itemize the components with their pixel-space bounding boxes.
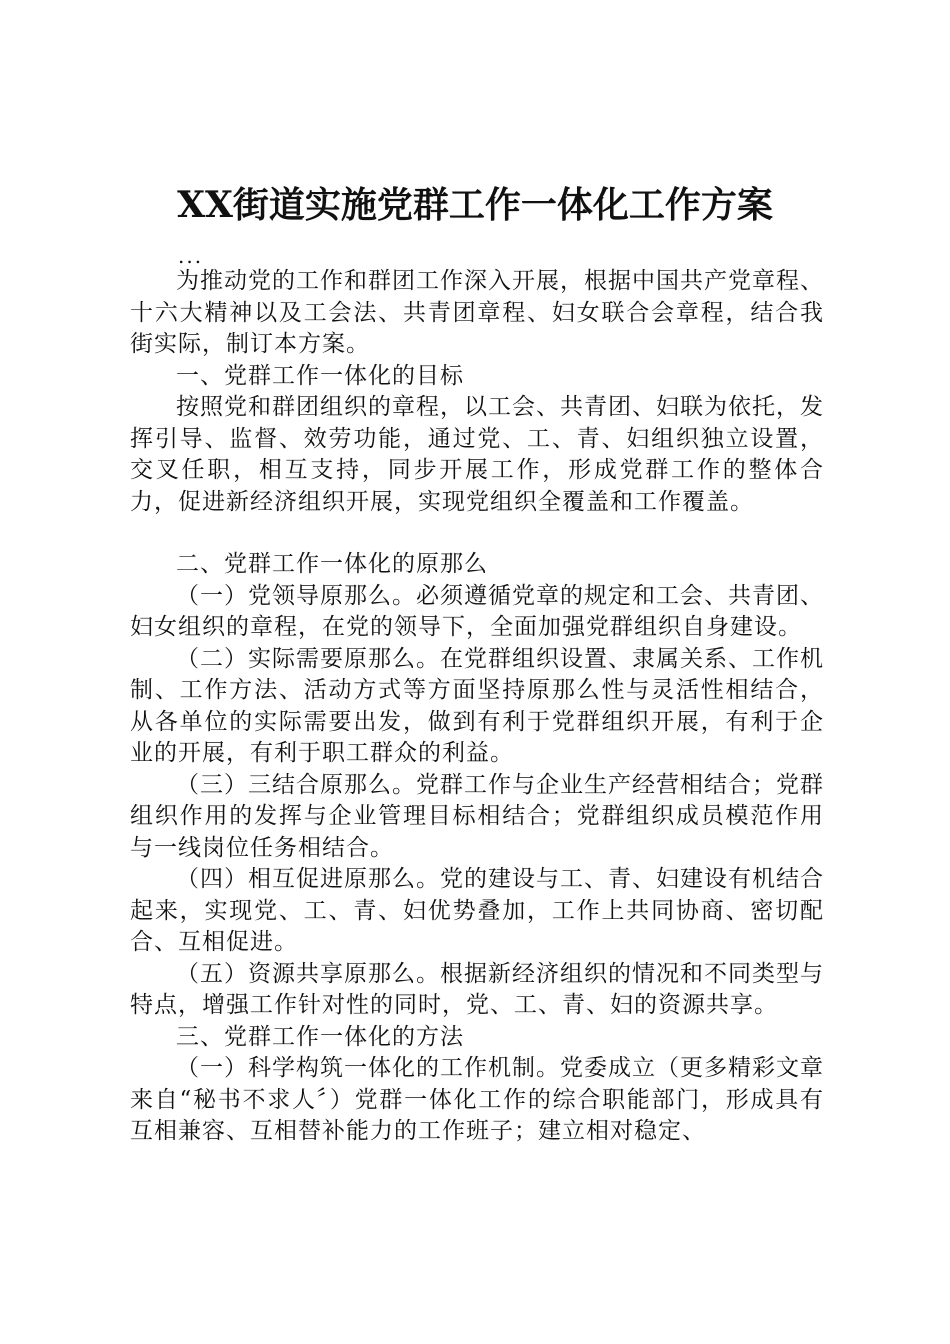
goals-paragraph: 按照党和群团组织的章程，以工会、共青团、妇联为依托，发挥引导、监督、效劳功能，通过党、工、青、妇组织独立设置，交叉任职，相互支持，同步开展工作，形成党群工作的整体合力，促进新经济组织开展，实现党组织全覆盖和工作覆盖。 <box>130 394 824 515</box>
principle-paragraph: （四）相互促进原那么。党的建设与工、青、妇建设有机结合起来，实现党、工、青、妇优势叠加，工作上共同协商、密切配合、互相促进。 <box>130 866 824 955</box>
principle-paragraph: （一）党领导原那么。必须遵循党章的规定和工会、共青团、妇女组织的章程，在党的领导下，全面加强党群组织自身建设。 <box>130 582 824 640</box>
intro-paragraph: 为推动党的工作和群团工作深入开展，根据中国共产党章程、十六大精神以及工会法、共青团章程、妇女联合会章程，结合我街实际，制订本方案。 <box>130 268 824 357</box>
principle-paragraph: （二）实际需要原那么。在党群组织设置、隶属关系、工作机制、工作方法、活动方式等方面坚持原那么性与灵活性相结合，从各单位的实际需要出发，做到有利于党群组织开展，有利于企业的开展，有利于职工群众的利益。 <box>130 645 824 766</box>
section-heading-methods: 三、党群工作一体化的方法 <box>176 1023 464 1050</box>
principle-paragraph: （三）三结合原那么。党群工作与企业生产经营相结合；党群组织作用的发挥与企业管理目标相结合；党群组织成员模范作用与一线岗位任务相结合。 <box>130 771 824 861</box>
method-paragraph: （一）科学构筑一体化的工作机制。党委成立（更多精彩文章来自“秘书不求人〞）党群一体化工作的综合职能部门，形成具有互相兼容、互相替补能力的工作班子；建立相对稳定、 <box>130 1055 824 1144</box>
section-heading-goals: 一、党群工作一体化的目标 <box>176 362 464 389</box>
document-title: XX街道实施党群工作一体化工作方案 <box>177 184 773 226</box>
document-body <box>130 266 824 1148</box>
principle-paragraph: （五）资源共享原那么。根据新经济组织的情况和不同类型与特点，增强工作针对性的同时，党、工、青、妇的资源共享。 <box>130 960 824 1018</box>
section-heading-principles: 二、党群工作一体化的原那么 <box>176 551 488 577</box>
ellipsis-mark: ... <box>178 244 204 268</box>
